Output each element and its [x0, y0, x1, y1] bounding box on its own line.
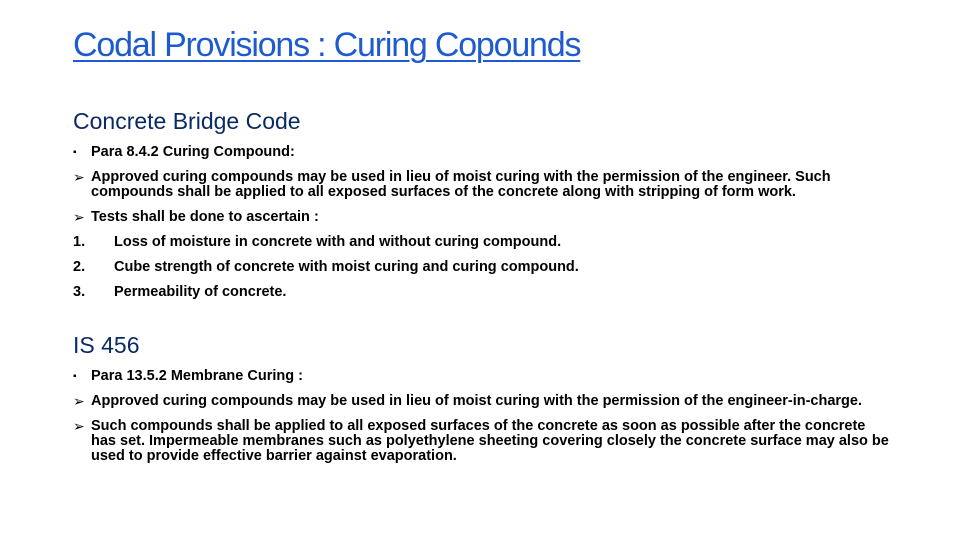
list-item-text: Cube strength of concrete with moist curing and curing compound. [114, 259, 579, 275]
list-item-text: Loss of moisture in concrete with and without curing compound. [114, 234, 562, 250]
section-heading-is-456: IS 456 [73, 332, 140, 358]
square-bullet-icon: ▪ [73, 147, 77, 158]
slide-title: Codal Provisions : Curing Copounds [73, 26, 581, 64]
list-item [73, 285, 893, 300]
list-item [73, 260, 893, 275]
list-item [73, 170, 893, 200]
list-item-text: Approved curing compounds may be used in lieu of moist curing with the permission of the engineer-in-charge. [91, 393, 863, 409]
list-item-text: Approved curing compounds may be used in lieu of moist curing with the permission of the engineer. Such compounds shall be applied to all exposed surfaces of the concrete along with stripping of form work. [91, 169, 831, 200]
item-number: 3. [73, 284, 86, 300]
section-heading-bridge-code: Concrete Bridge Code [73, 108, 301, 134]
list-item-text: Para 8.4.2 Curing Compound: [91, 144, 295, 160]
square-bullet-icon: ▪ [73, 371, 77, 382]
item-number: 1. [73, 234, 86, 250]
is-456-list [73, 369, 893, 464]
list-item [73, 145, 893, 160]
arrow-bullet-icon: ➢ [73, 418, 85, 434]
arrow-bullet-icon: ➢ [73, 169, 85, 185]
arrow-bullet-icon: ➢ [73, 209, 85, 225]
list-item-text: Tests shall be done to ascertain : [91, 209, 319, 225]
list-item-text: Para 13.5.2 Membrane Curing : [91, 368, 303, 384]
list-item [73, 419, 893, 464]
list-item [73, 369, 893, 384]
list-item-text: Such compounds shall be applied to all exposed surfaces of the concrete as soon as possible after the concrete has set. Impermeable membranes such as polyethylene sheeting covering closely the concrete surface may also be used to provide effective barrier against evaporation. [91, 418, 889, 464]
list-item [73, 210, 893, 225]
item-number: 2. [73, 259, 86, 275]
bridge-code-list [73, 145, 893, 300]
list-item [73, 394, 893, 409]
arrow-bullet-icon: ➢ [73, 393, 85, 409]
list-item-text: Permeability of concrete. [114, 284, 287, 300]
list-item [73, 235, 893, 250]
